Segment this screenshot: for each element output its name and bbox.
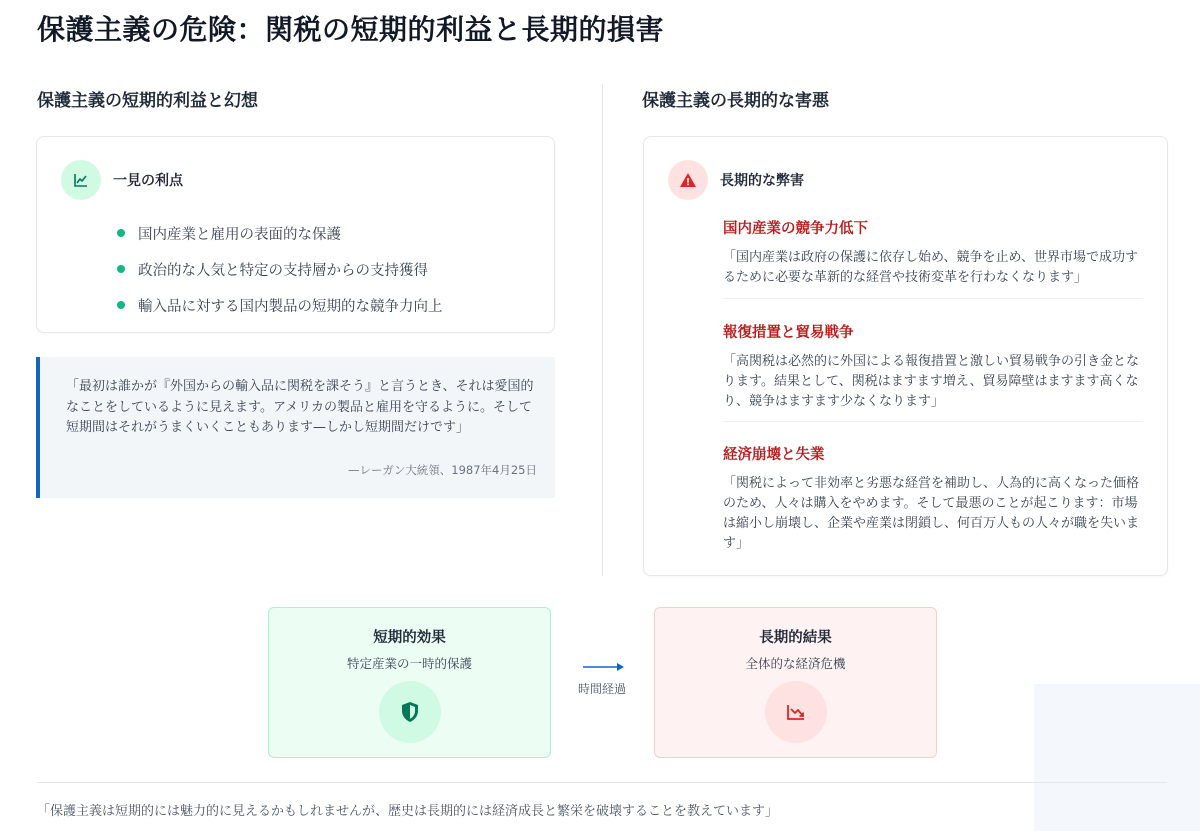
harm-body: 「関税によって非効率と劣悪な経営を補助し、人為的に高くなった価格のため、人々は購入をやめます。そして最悪のことが起こります：市場は縮小し崩壊し、企業や産業は閉鎖し、何百万人もの人々が職を失います」	[723, 476, 1140, 551]
chart-decline-icon	[765, 681, 827, 743]
list-item	[117, 251, 443, 287]
harm-body: 「高関税は必然的に外国による報復措置と激しい貿易戦争の引き金となります。結果として、関税はますます増え、貿易障壁はますます高くなり、競争はますます少なくなります」	[723, 354, 1140, 409]
quote-text: 「最初は誰かが『外国からの輸入品に関税を課そう』と言うとき、それは愛国的なことをしているように見えます。アメリカの製品と雇用を守るように。そして短期間はそれがうまくいくこともあります—しかし短期間だけです」	[66, 379, 534, 435]
harms-card-header	[668, 160, 804, 200]
warning-icon	[668, 160, 708, 200]
harms-card	[643, 136, 1168, 576]
harm-title: 報復措置と貿易戦争	[723, 325, 854, 341]
harm-body: 「国内産業は政府の保護に依存し始め、競争を止め、世界市場で成功するために必要な革新的な経営や技術変革を行わなくなります」	[723, 250, 1138, 285]
bullet-dot	[117, 265, 125, 273]
short-term-subtitle: 特定産業の一時的保護	[346, 656, 472, 671]
harm-item	[723, 321, 1143, 412]
harm-item	[723, 217, 1143, 288]
harms-card-label: 長期的な弊害	[720, 173, 804, 189]
footer-quote: 「保護主義は短期的には魅力的に見えるかもしれませんが、歴史は長期的には経済成長と繁栄を破壊することを教えています」	[37, 804, 779, 819]
bullet-dot	[117, 301, 125, 309]
benefits-card-header	[61, 160, 183, 200]
left-section-title: 保護主義の短期的利益と幻想	[37, 91, 258, 111]
time-arrow	[575, 658, 631, 677]
harm-separator	[723, 298, 1143, 299]
harm-title: 国内産業の競争力低下	[723, 221, 868, 237]
benefits-card	[36, 136, 555, 333]
long-term-result-box	[654, 607, 937, 758]
corner-decoration	[1034, 684, 1200, 831]
benefits-card-label: 一見の利点	[113, 173, 183, 189]
page-title: 保護主義の危険：関税の短期的利益と長期的損害	[37, 13, 665, 46]
harm-separator	[723, 421, 1143, 422]
benefit-text: 政治的な人気と特定の支持層からの支持獲得	[138, 262, 428, 279]
harm-item	[723, 443, 1143, 554]
benefits-list	[117, 215, 443, 323]
column-divider	[602, 84, 603, 576]
bullet-dot	[117, 229, 125, 237]
short-term-effect-box	[268, 607, 551, 758]
list-item	[117, 215, 443, 251]
reagan-quote-box	[36, 357, 555, 498]
harm-title: 経済崩壊と失業	[723, 447, 825, 463]
benefit-text: 輸入品に対する国内製品の短期的な競争力向上	[138, 298, 443, 315]
short-term-title: 短期的効果	[373, 630, 446, 646]
long-term-subtitle: 全体的な経済危機	[745, 656, 846, 671]
time-arrow-label: 時間経過	[577, 682, 626, 696]
shield-icon	[379, 681, 441, 743]
list-item	[117, 287, 443, 323]
chart-line-icon	[61, 160, 101, 200]
benefit-text: 国内産業と雇用の表面的な保護	[138, 226, 341, 243]
right-section-title: 保護主義の長期的な害悪	[642, 91, 829, 111]
footer-divider	[37, 782, 1167, 783]
quote-attribution: —レーガン大統領、1987年4月25日	[348, 463, 537, 477]
long-term-title: 長期的結果	[759, 630, 832, 646]
arrow-right-icon	[575, 661, 631, 673]
